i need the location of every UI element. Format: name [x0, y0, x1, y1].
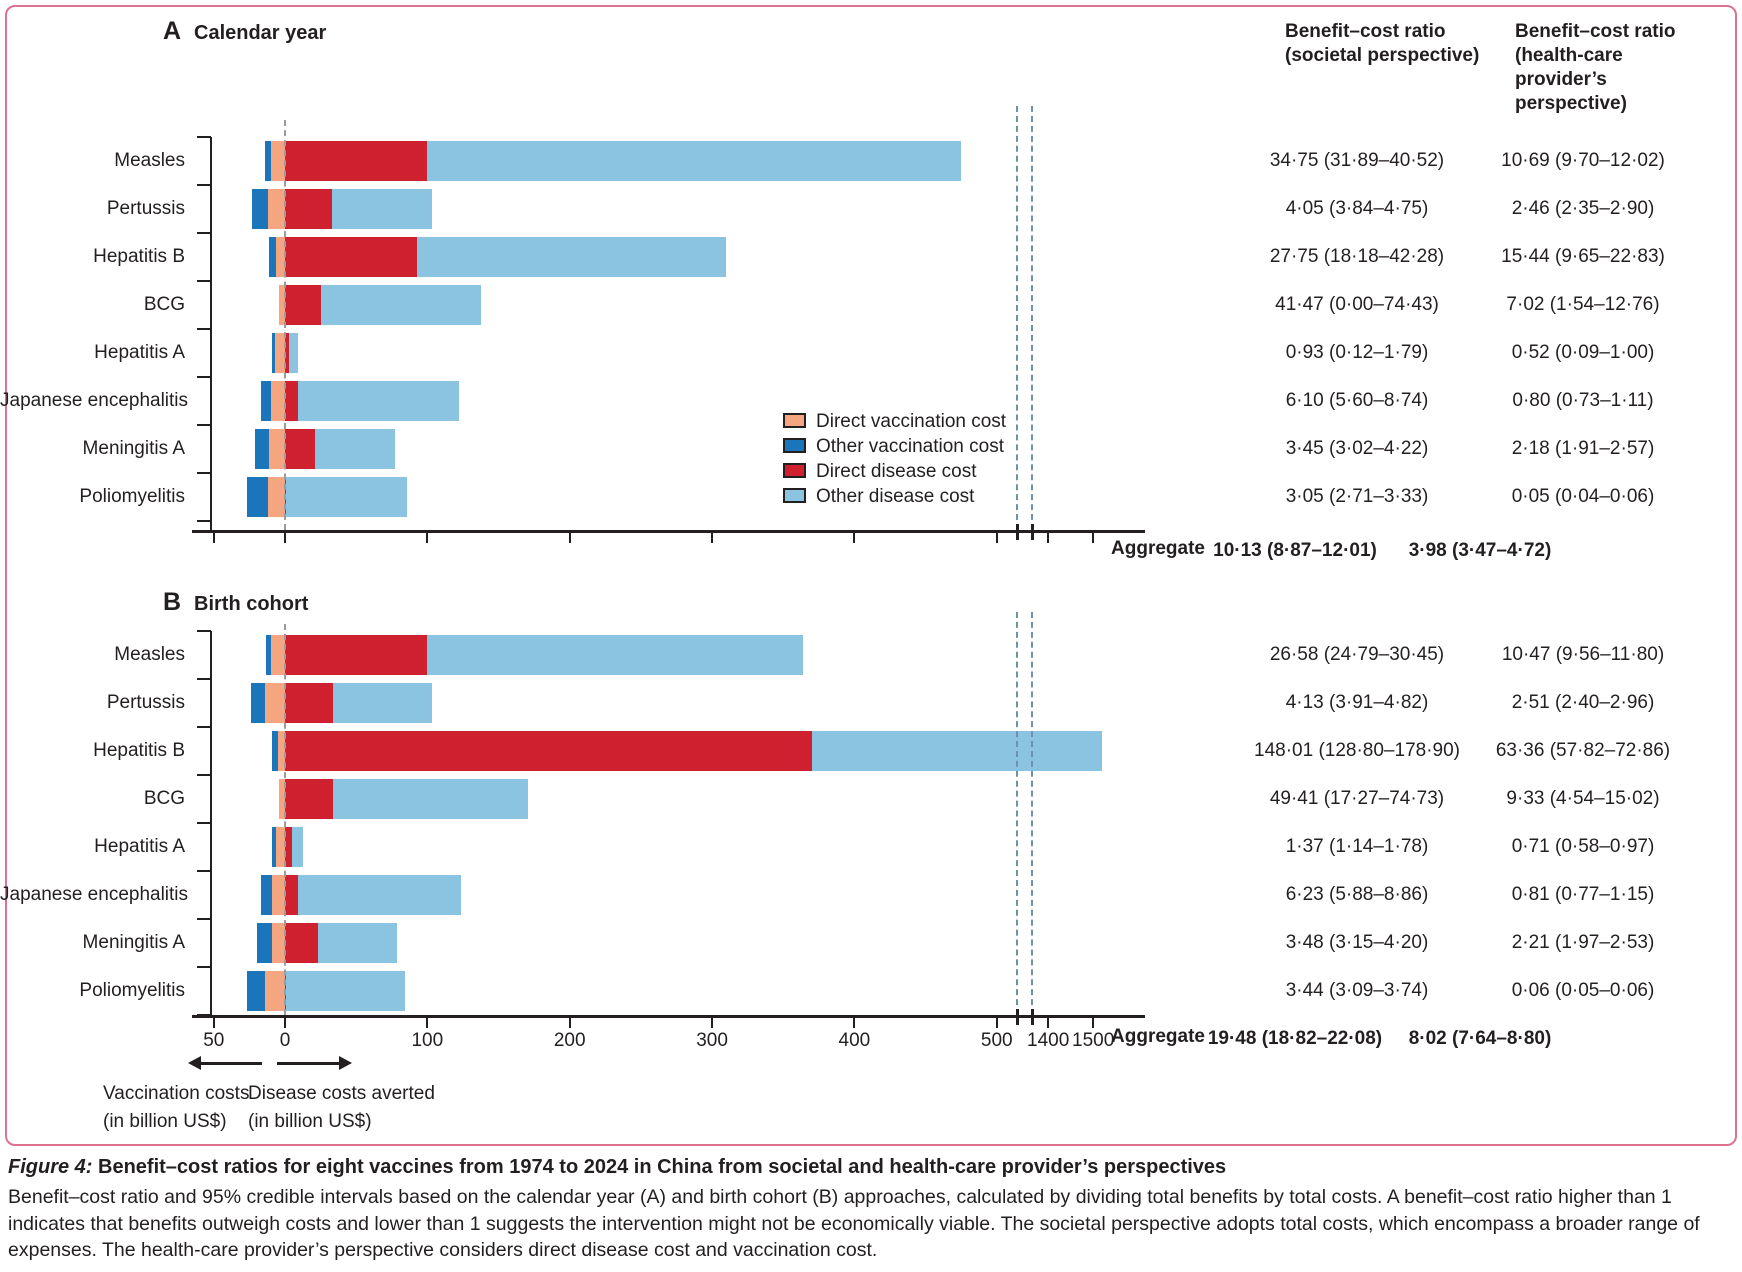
bcr-provider-value: 0·52 (0·09–1·00)	[1511, 342, 1655, 363]
x-axis-tick	[996, 533, 998, 543]
bcr-provider-value: 0·80 (0·73–1·11)	[1512, 390, 1654, 411]
bcr-societal-value: 4·05 (3·84–4·75)	[1285, 198, 1429, 219]
vaccination-costs-caption-line2: (in billion US$)	[103, 1111, 227, 1132]
axis-break-mark	[1031, 524, 1034, 540]
bar-segment-direct-disease-cost	[285, 429, 315, 469]
bcr-provider-value: 0·71 (0·58–0·97)	[1511, 836, 1655, 857]
bar-segment-direct-disease-cost	[285, 923, 318, 963]
vaccination-costs-arrow	[200, 1062, 262, 1065]
x-axis-tick	[426, 1018, 428, 1028]
bcr-provider-value: 0·05 (0·04–0·06)	[1511, 486, 1655, 507]
category-label: Pertussis	[106, 198, 185, 219]
bar-segment-other-vaccination-cost	[261, 381, 271, 421]
bar-segment-other-disease-cost	[332, 189, 432, 229]
caption-figure-label: Figure 4:	[8, 1156, 93, 1178]
x-axis-tick-label: 1400	[1027, 1030, 1070, 1051]
bcr-societal-value: 6·23 (5·88–8·86)	[1285, 884, 1429, 905]
caption-title	[8, 1154, 1734, 1181]
category-label: Meningitis A	[82, 438, 185, 459]
bar-segment-direct-vaccination-cost	[271, 381, 285, 421]
bcr-societal-value: 1·37 (1·14–1·78)	[1285, 836, 1429, 857]
bar-segment-direct-vaccination-cost	[268, 477, 285, 517]
disease-costs-arrow	[277, 1062, 339, 1065]
vaccination-costs-caption	[103, 1080, 249, 1136]
category-label: Japanese encephalitis	[0, 884, 189, 905]
bar-segment-other-disease-cost	[427, 141, 961, 181]
axis-break-dashed-line	[1031, 612, 1033, 1015]
panel-a-letter: A	[163, 17, 182, 45]
bar-segment-direct-disease-cost	[285, 285, 321, 325]
bcr-provider-value: 7·02 (1·54–12·76)	[1506, 294, 1660, 315]
category-label: BCG	[143, 788, 185, 809]
bar-segment-direct-disease-cost	[285, 779, 333, 819]
y-axis-tick	[197, 280, 211, 282]
figure-caption	[8, 1154, 1734, 1264]
x-axis-tick	[1047, 1018, 1049, 1028]
bcr-provider-value: 2·46 (2·35–2·90)	[1511, 198, 1655, 219]
bar-segment-other-disease-cost	[333, 683, 431, 723]
x-axis-tick	[426, 533, 428, 543]
bar-segment-other-disease-cost	[289, 333, 298, 373]
column-header-provider: Benefit–cost ratio (health-care provider’s perspective)	[1515, 21, 1676, 114]
column-header-societal: Benefit–cost ratio (societal perspective)	[1285, 21, 1480, 66]
disease-costs-arrowhead-icon	[339, 1056, 352, 1070]
disease-costs-caption-line2: (in billion US$)	[248, 1111, 372, 1132]
legend-label: Other disease cost	[816, 486, 975, 507]
y-axis-tick	[197, 774, 211, 776]
bcr-provider-value: 63·36 (57·82–72·86)	[1495, 740, 1671, 761]
x-axis-tick-label: 50	[203, 1030, 225, 1051]
category-label: Hepatitis A	[94, 342, 185, 363]
aggregate-societal-panel-b: 19·48 (18·82–22·08)	[1207, 1028, 1383, 1049]
x-axis-tick	[213, 1018, 215, 1028]
bar-segment-other-vaccination-cost	[251, 683, 265, 723]
bar-segment-direct-vaccination-cost	[271, 141, 285, 181]
bcr-provider-value: 10·47 (9·56–11·80)	[1501, 644, 1665, 665]
x-axis-tick	[284, 533, 286, 543]
bcr-provider-value: 9·33 (4·54–15·02)	[1506, 788, 1660, 809]
legend-swatch-icon	[783, 488, 806, 503]
panel-b-letter: B	[163, 588, 182, 616]
bar-segment-other-disease-cost	[315, 429, 395, 469]
category-label: BCG	[143, 294, 185, 315]
x-axis-tick-label: 0	[279, 1030, 291, 1051]
y-axis-tick	[197, 472, 211, 474]
legend-label: Other vaccination cost	[816, 436, 1004, 457]
bcr-societal-value: 3·44 (3·09–3·74)	[1285, 980, 1429, 1001]
zero-dashed-line	[284, 624, 286, 1015]
aggregate-label-panel-a: Aggregate	[1111, 538, 1205, 559]
bar-segment-other-disease-cost	[292, 827, 303, 867]
bar-segment-other-vaccination-cost	[269, 237, 276, 277]
axis-break-dashed-line	[1016, 106, 1018, 530]
bcr-societal-value: 148·01 (128·80–178·90)	[1254, 740, 1460, 761]
caption-title-text: Benefit–cost ratios for eight vaccines from 1974 to 2024 in China from societal and health-care provider’s perspectives	[92, 1156, 1227, 1178]
disease-costs-caption-line1: Disease costs averted	[248, 1083, 435, 1104]
bar-segment-other-disease-cost	[298, 381, 459, 421]
x-axis-tick-label: 300	[696, 1030, 728, 1051]
bcr-societal-value: 26·58 (24·79–30·45)	[1269, 644, 1445, 665]
bar-segment-other-disease-cost	[333, 779, 528, 819]
x-axis-tick	[1092, 533, 1094, 543]
x-axis-line-panel-B	[192, 1015, 1145, 1018]
axis-break-dashed-line	[1031, 106, 1033, 530]
legend-swatch-icon	[783, 463, 806, 478]
category-label: Poliomyelitis	[79, 486, 185, 507]
bcr-provider-value: 0·06 (0·05–0·06)	[1511, 980, 1655, 1001]
x-axis-tick	[569, 533, 571, 543]
panel-a-title: Calendar year	[194, 22, 327, 44]
bcr-societal-value: 6·10 (5·60–8·74)	[1285, 390, 1429, 411]
category-label: Hepatitis B	[93, 246, 185, 267]
category-label: Measles	[114, 644, 185, 665]
bar-segment-other-disease-cost	[427, 635, 803, 675]
axis-break-mark	[1031, 1009, 1034, 1025]
category-label: Measles	[114, 150, 185, 171]
y-axis-tick	[197, 424, 211, 426]
bcr-provider-value: 2·21 (1·97–2·53)	[1511, 932, 1655, 953]
legend-label: Direct vaccination cost	[816, 411, 1007, 432]
vaccination-costs-caption-line1: Vaccination costs	[103, 1083, 250, 1104]
bcr-societal-value: 27·75 (18·18–42·28)	[1269, 246, 1445, 267]
y-axis-tick	[197, 328, 211, 330]
y-axis-tick	[197, 966, 211, 968]
bar-segment-direct-disease-cost	[285, 827, 292, 867]
y-axis-tick	[197, 726, 211, 728]
legend-label: Direct disease cost	[816, 461, 977, 482]
bar-segment-other-disease-cost	[286, 477, 407, 517]
bar-segment-other-disease-cost	[417, 237, 726, 277]
legend-swatch-icon	[783, 438, 806, 453]
bar-segment-direct-vaccination-cost	[271, 635, 285, 675]
bcr-provider-value: 10·69 (9·70–12·02)	[1501, 150, 1665, 171]
x-axis-tick	[284, 1018, 286, 1028]
bar-segment-direct-vaccination-cost	[269, 429, 285, 469]
bar-segment-direct-disease-cost	[285, 875, 298, 915]
legend	[783, 412, 1043, 517]
y-axis-tick	[197, 184, 211, 186]
bcr-societal-value: 41·47 (0·00–74·43)	[1275, 294, 1439, 315]
category-label: Japanese encephalitis	[0, 390, 189, 411]
bar-segment-other-disease-cost	[318, 923, 398, 963]
bar-segment-other-vaccination-cost	[255, 429, 269, 469]
x-axis-tick	[853, 533, 855, 543]
bar-segment-direct-disease-cost	[285, 381, 298, 421]
x-axis-tick	[1047, 533, 1049, 543]
y-axis-tick	[197, 918, 211, 920]
bcr-societal-value: 3·45 (3·02–4·22)	[1285, 438, 1429, 459]
bar-segment-other-disease-cost	[812, 731, 1103, 771]
bar-segment-other-vaccination-cost	[247, 477, 268, 517]
axis-break-mark	[1016, 1009, 1019, 1025]
x-axis-tick-label: 400	[838, 1030, 871, 1051]
x-axis-tick	[853, 1018, 855, 1028]
bcr-societal-value: 34·75 (31·89–40·52)	[1269, 150, 1445, 171]
bcr-societal-value: 4·13 (3·91–4·82)	[1285, 692, 1429, 713]
x-axis-tick-label: 100	[411, 1030, 444, 1051]
bar-segment-other-vaccination-cost	[247, 971, 266, 1011]
bar-segment-direct-vaccination-cost	[265, 683, 285, 723]
x-axis-tick	[996, 1018, 998, 1028]
category-label: Hepatitis B	[93, 740, 185, 761]
y-axis-tick	[197, 870, 211, 872]
category-label: Pertussis	[106, 692, 185, 713]
y-axis-tick	[197, 136, 211, 138]
y-axis-tick	[197, 520, 211, 522]
x-axis-tick	[213, 533, 215, 543]
bar-segment-direct-disease-cost	[285, 141, 427, 181]
bcr-provider-value: 15·44 (9·65–22·83)	[1501, 246, 1665, 267]
bcr-provider-value: 2·51 (2·40–2·96)	[1511, 692, 1655, 713]
bar-segment-other-vaccination-cost	[252, 189, 268, 229]
aggregate-societal-panel-a: 10·13 (8·87–12·01)	[1213, 540, 1377, 561]
aggregate-provider-panel-a: 3·98 (3·47–4·72)	[1408, 540, 1552, 561]
bcr-societal-value: 0·93 (0·12–1·79)	[1285, 342, 1429, 363]
bcr-societal-value: 49·41 (17·27–74·73)	[1269, 788, 1445, 809]
bar-segment-direct-disease-cost	[285, 237, 417, 277]
y-axis-tick	[197, 822, 211, 824]
bar-segment-direct-vaccination-cost	[268, 189, 285, 229]
bar-segment-other-disease-cost	[286, 971, 404, 1011]
x-axis-tick	[711, 533, 713, 543]
y-axis-tick	[197, 678, 211, 680]
y-axis-tick	[197, 232, 211, 234]
bcr-provider-value: 0·81 (0·77–1·15)	[1511, 884, 1655, 905]
x-axis-tick	[569, 1018, 571, 1028]
bar-segment-direct-disease-cost	[285, 731, 812, 771]
disease-costs-caption	[248, 1080, 435, 1136]
bar-segment-direct-disease-cost	[285, 683, 333, 723]
bar-segment-other-disease-cost	[321, 285, 482, 325]
y-axis-tick	[197, 630, 211, 632]
x-axis-tick-label: 200	[553, 1030, 586, 1051]
category-label: Poliomyelitis	[79, 980, 185, 1001]
category-label: Hepatitis A	[94, 836, 185, 857]
x-axis-tick-label: 1500	[1072, 1030, 1115, 1051]
bar-segment-direct-disease-cost	[285, 189, 332, 229]
bar-segment-direct-vaccination-cost	[265, 971, 285, 1011]
aggregate-provider-panel-b: 8·02 (7·64–8·80)	[1408, 1028, 1552, 1049]
x-axis-tick	[1092, 1018, 1094, 1028]
legend-swatch-icon	[783, 413, 806, 428]
bar-segment-other-vaccination-cost	[261, 875, 272, 915]
x-axis-tick	[711, 1018, 713, 1028]
aggregate-label-panel-b: Aggregate	[1111, 1026, 1205, 1047]
category-label: Meningitis A	[82, 932, 185, 953]
y-axis-tick	[197, 376, 211, 378]
vaccination-costs-arrowhead-icon	[188, 1056, 201, 1070]
x-axis-line-panel-A	[192, 530, 1145, 533]
bar-segment-other-vaccination-cost	[257, 923, 273, 963]
bcr-societal-value: 3·48 (3·15–4·20)	[1285, 932, 1429, 953]
caption-body: Benefit–cost ratio and 95% credible intervals based on the calendar year (A) and birth cohort (B) approaches, calculated by dividing total benefits by total costs. A benefit–cost ratio higher than 1 indicates that benefits outweigh costs and lower than 1 suggests the intervention might not be economically viable. The societal perspective adopts total costs, which encompass a broader range of expenses. The health-care provider’s perspective considers direct disease cost and vaccination cost.	[8, 1186, 1700, 1261]
bar-segment-other-disease-cost	[298, 875, 462, 915]
bar-segment-direct-disease-cost	[285, 635, 427, 675]
axis-break-mark	[1016, 524, 1019, 540]
zero-dashed-line	[284, 120, 286, 530]
panel-b-title: Birth cohort	[194, 593, 309, 615]
axis-break-dashed-line	[1016, 612, 1018, 1015]
x-axis-tick-label: 500	[980, 1030, 1013, 1051]
bcr-provider-value: 2·18 (1·91–2·57)	[1511, 438, 1655, 459]
bcr-societal-value: 3·05 (2·71–3·33)	[1285, 486, 1429, 507]
